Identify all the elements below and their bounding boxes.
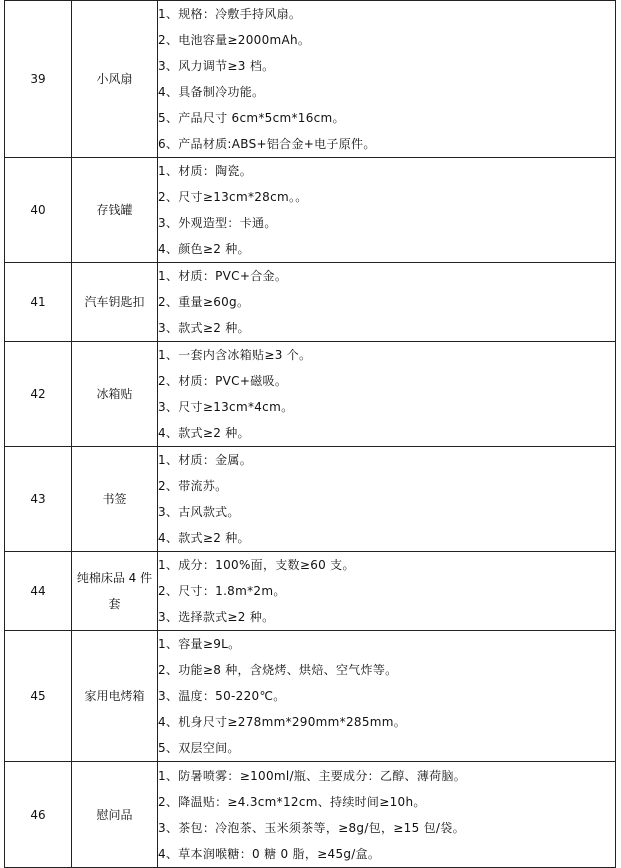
spec-line: 2、尺寸：1.8m*2m。	[158, 584, 286, 598]
spec-line: 2、重量≥60g。	[158, 295, 250, 309]
table-row	[5, 631, 616, 762]
table-row	[5, 263, 616, 342]
spec-line: 4、款式≥2 种。	[158, 531, 250, 545]
row-number: 41	[5, 263, 72, 342]
row-number: 45	[5, 631, 72, 762]
item-spec	[158, 447, 616, 552]
spec-line: 3、风力调节≥3 档。	[158, 59, 275, 73]
table-row	[5, 1, 616, 158]
table-row	[5, 447, 616, 552]
spec-table	[4, 0, 616, 868]
row-number: 42	[5, 342, 72, 447]
spec-line: 1、规格：冷敷手持风扇。	[158, 7, 302, 21]
table-row	[5, 158, 616, 263]
spec-line: 4、款式≥2 种。	[158, 426, 250, 440]
spec-line: 1、容量≥9L。	[158, 637, 241, 651]
row-number: 40	[5, 158, 72, 263]
spec-line: 5、双层空间。	[158, 741, 240, 755]
table-row	[5, 552, 616, 631]
spec-line: 1、材质：金属。	[158, 453, 253, 467]
spec-line: 6、产品材质:ABS+铝合金+电子原件。	[158, 137, 376, 151]
item-name: 书签	[72, 447, 158, 552]
item-name: 汽车钥匙扣	[72, 263, 158, 342]
spec-line: 2、材质：PVC+磁吸。	[158, 374, 288, 388]
spec-line: 4、机身尺寸≥278mm*290mm*285mm。	[158, 715, 407, 729]
item-spec	[158, 552, 616, 631]
spec-line: 1、材质：陶瓷。	[158, 164, 253, 178]
spec-line: 3、温度：50-220℃。	[158, 689, 286, 703]
spec-line: 5、产品尺寸 6cm*5cm*16cm。	[158, 111, 345, 125]
spec-line: 3、外观造型：卡通。	[158, 216, 277, 230]
spec-line: 3、茶包：冷泡茶、玉米须茶等，≥8g/包，≥15 包/袋。	[158, 820, 465, 835]
spec-line: 2、带流苏。	[158, 479, 228, 493]
spec-line: 1、一套内含冰箱贴≥3 个。	[158, 348, 312, 362]
spec-line: 4、颜色≥2 种。	[158, 242, 250, 256]
spec-line: 3、选择款式≥2 种。	[158, 610, 275, 624]
table-row	[5, 342, 616, 447]
spec-line: 4、具备制冷功能。	[158, 85, 265, 99]
item-name: 慰问品	[72, 762, 158, 868]
item-spec	[158, 1, 616, 158]
row-number: 44	[5, 552, 72, 631]
spec-line: 2、降温贴：≥4.3cm*12cm、持续时间≥10h。	[158, 794, 426, 809]
item-spec	[158, 263, 616, 342]
spec-line: 3、款式≥2 种。	[158, 321, 250, 335]
item-name: 冰箱贴	[72, 342, 158, 447]
row-number: 39	[5, 1, 72, 158]
spec-line: 2、电池容量≥2000mAh。	[158, 33, 311, 47]
item-spec	[158, 158, 616, 263]
item-name: 纯棉床品 4 件套	[72, 552, 158, 631]
spec-table-body	[5, 1, 616, 868]
spec-line: 1、防暑喷雾：≥100ml/瓶、主要成分：乙醇、薄荷脑。	[158, 768, 467, 783]
item-spec	[158, 762, 616, 868]
item-spec	[158, 631, 616, 762]
spec-line: 1、材质：PVC+合金。	[158, 269, 288, 283]
item-name: 小风扇	[72, 1, 158, 158]
row-number: 46	[5, 762, 72, 868]
spec-line: 4、草本润喉糖：0 糖 0 脂，≥45g/盒。	[158, 846, 381, 861]
table-row	[5, 762, 616, 868]
spec-line: 2、功能≥8 种，含烧烤、烘焙、空气炸等。	[158, 663, 398, 677]
item-spec	[158, 342, 616, 447]
item-name: 存钱罐	[72, 158, 158, 263]
spec-line: 3、尺寸≥13cm*4cm。	[158, 400, 294, 414]
spec-line: 2、尺寸≥13cm*28cm。。	[158, 190, 308, 204]
spec-line: 3、古风款式。	[158, 505, 240, 519]
item-name: 家用电烤箱	[72, 631, 158, 762]
row-number: 43	[5, 447, 72, 552]
spec-line: 1、成分：100%面，支数≥60 支。	[158, 558, 355, 572]
